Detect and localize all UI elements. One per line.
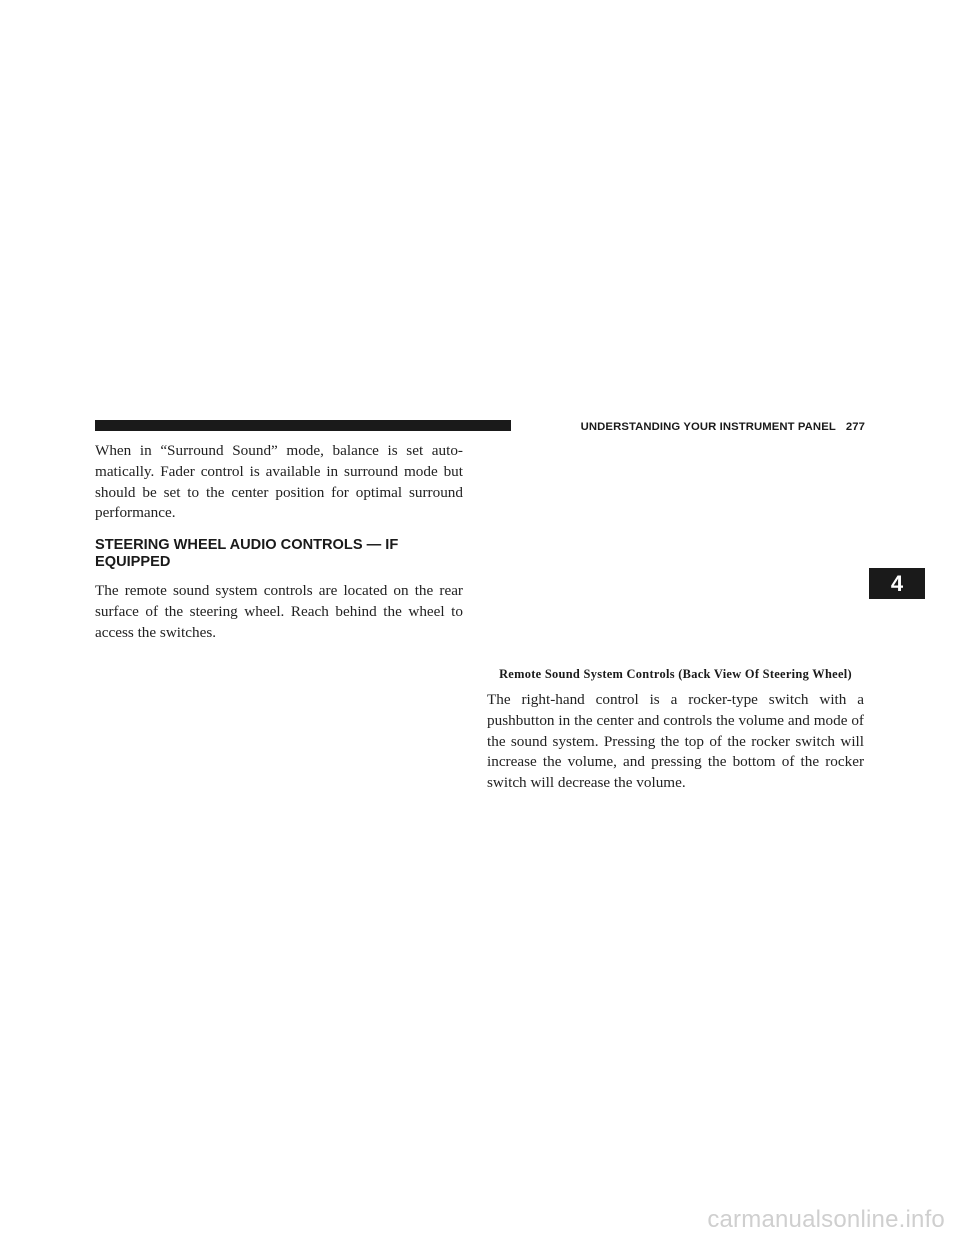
left-column: [95, 441, 463, 644]
right-column: [487, 666, 864, 794]
figure-caption: Remote Sound System Controls (Back View Of Steering Wheel): [499, 667, 852, 681]
surround-sound-paragraph: When in “Surround Sound” mode, balance is set auto-matically. Fader control is available in surround mode but should be set to the center position for optimal surround performance.: [95, 442, 463, 522]
section-title: UNDERSTANDING YOUR INSTRUMENT PANEL: [580, 421, 836, 433]
figure-placeholder: [487, 452, 864, 660]
remote-controls-paragraph: The remote sound system controls are located on the rear surface of the steering wheel. Reach behind the wheel to access the switches.: [95, 582, 463, 641]
running-header: [520, 420, 865, 434]
page-number: 277: [845, 421, 865, 433]
chapter-tab: [869, 568, 925, 599]
chapter-number: 4: [890, 570, 904, 596]
section-heading: STEERING WHEEL AUDIO CONTROLS — IF EQUIPPED: [95, 537, 399, 571]
rocker-switch-paragraph: The right-hand control is a rocker-type switch with a pushbutton in the center and controls the volume and mode of the sound system. Pressing the top of the rocker switch will increase the volume, and pressing the bottom of the rocker switch will decrease the volume.: [487, 691, 864, 792]
header-rule: [95, 420, 511, 431]
watermark: carmanualsonline.info: [707, 1206, 945, 1233]
